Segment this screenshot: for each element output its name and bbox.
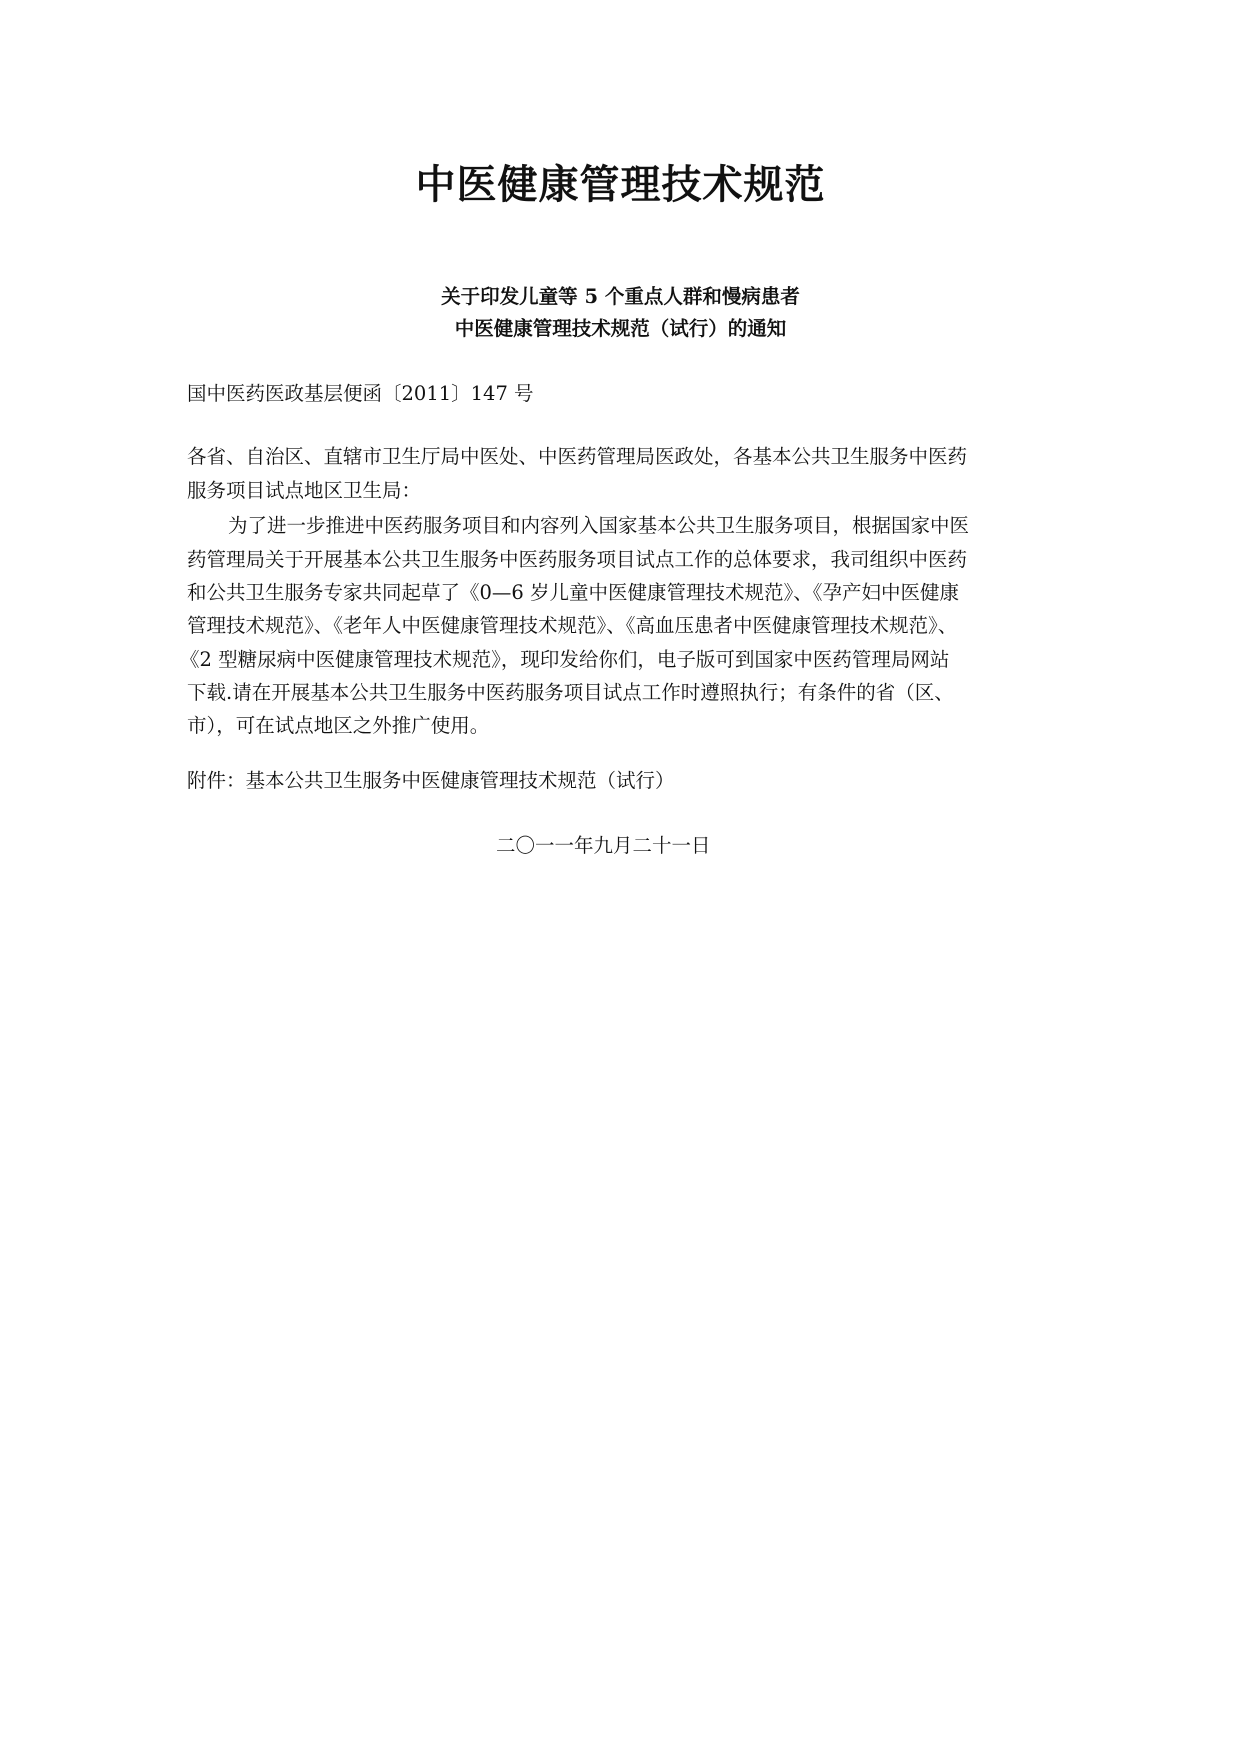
attachment-note: 附件：基本公共卫生服务中医健康管理技术规范（试行） xyxy=(187,769,675,792)
document-number: 国中医药医政基层便函〔2011〕147 号 xyxy=(187,382,534,405)
issue-date: 二〇一一年九月二十一日 xyxy=(496,834,711,857)
addressee-line: 各省、自治区、直辖市卫生厅局中医处、中医药管理局医政处，各基本公共卫生服务中医药 xyxy=(187,445,968,468)
body-line: 市），可在试点地区之外推广使用。 xyxy=(187,714,490,737)
document-title: 中医健康管理技术规范 xyxy=(415,161,826,208)
body-line: 下载.请在开展基本公共卫生服务中医药服务项目试点工作时遵照执行；有条件的省（区、 xyxy=(187,681,954,704)
body-line: 《2 型糖尿病中医健康管理技术规范》，现印发给你们，电子版可到国家中医药管理局网站 xyxy=(180,648,950,671)
body-line: 药管理局关于开展基本公共卫生服务中医药服务项目试点工作的总体要求，我司组织中医药 xyxy=(187,548,968,571)
body-line: 和公共卫生服务专家共同起草了《0—6 岁儿童中医健康管理技术规范》、《孕产妇中医健康 xyxy=(187,581,960,604)
notice-title-line-1: 关于印发儿童等 5 个重点人群和慢病患者 xyxy=(441,285,800,308)
body-line: 为了进一步推进中医药服务项目和内容列入国家基本公共卫生服务项目，根据国家中医 xyxy=(228,514,970,537)
body-line: 管理技术规范》、《老年人中医健康管理技术规范》、《高血压患者中医健康管理技术规范》、 xyxy=(187,614,958,637)
addressee-line: 服务项目试点地区卫生局： xyxy=(187,479,422,502)
notice-title-line-2: 中医健康管理技术规范（试行）的通知 xyxy=(454,317,787,340)
